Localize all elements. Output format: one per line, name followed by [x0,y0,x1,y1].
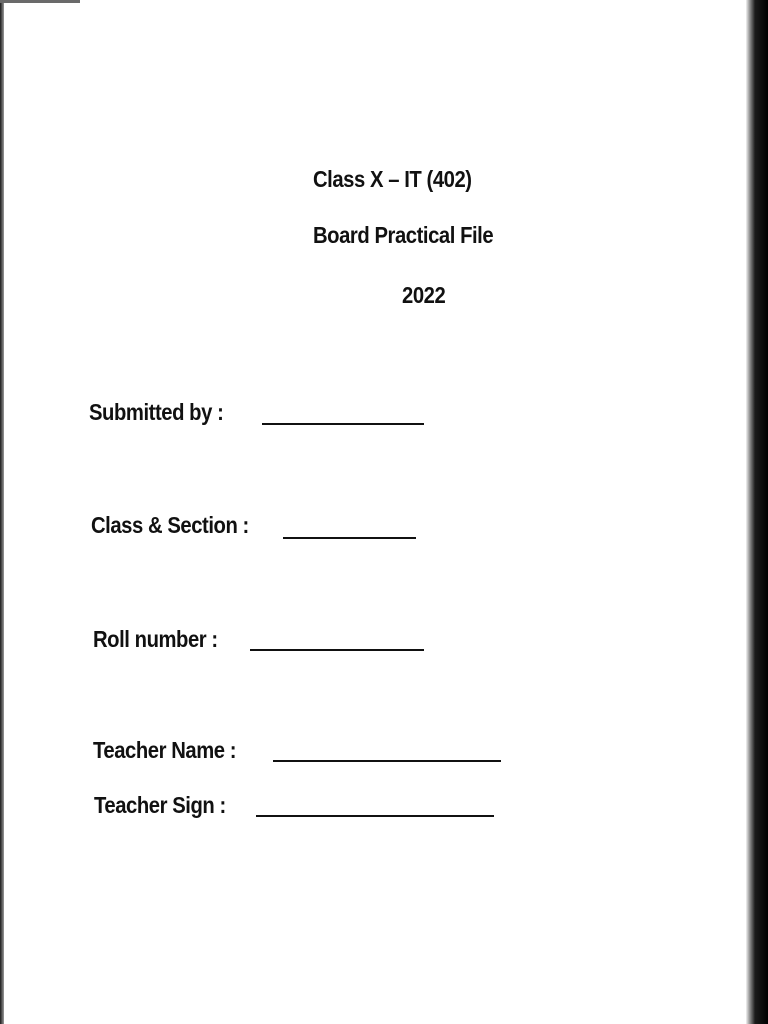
class-section-blank-line [283,537,416,539]
teacher-sign-field [94,792,244,819]
roll-number-field [93,626,235,653]
title-year: 2022 [402,282,446,308]
page-right-edge-shadow [746,0,768,1024]
teacher-name-blank-line [273,760,501,762]
teacher-sign-label: Teacher Sign : [94,792,226,818]
teacher-sign-blank-line [256,815,494,817]
class-section-field [91,512,270,539]
page-left-edge-shadow [0,0,4,1024]
teacher-name-label: Teacher Name : [93,737,237,763]
submitted-by-label: Submitted by : [89,399,224,425]
submitted-by-blank-line [262,423,424,425]
roll-number-label: Roll number : [93,626,218,652]
teacher-name-field [93,737,256,764]
title-class-subject: Class X – IT (402) [313,166,472,192]
submitted-by-field [89,399,242,426]
roll-number-blank-line [250,649,424,651]
title-board-practical-file: Board Practical File [313,222,494,248]
page-top-edge-shadow [0,0,80,3]
class-section-label: Class & Section : [91,512,249,538]
